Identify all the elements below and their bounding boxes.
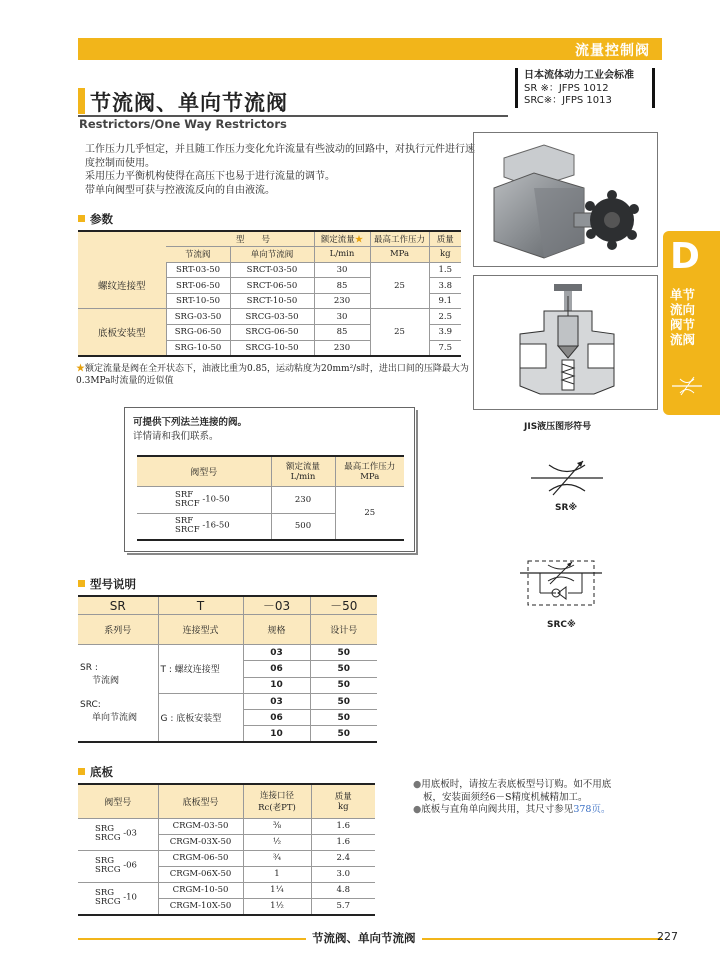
table-row: CRGM-03X-50 ½ 1.6 (78, 834, 375, 850)
src-symbol-icon (520, 557, 602, 609)
model-code-heading: 型号说明 (78, 576, 136, 592)
table-row: SRF SRCF -16-50 500 (137, 513, 404, 540)
section-tab-text: 单节流向阀节流阀 (670, 287, 696, 347)
rated-flow-note: ★额定流量是阀在全开状态下，油液比重为0.85，运动粘度为20mm²/s时，进出口间的压降最大为0.3MPa时流量的近似值 (76, 364, 469, 386)
col-mass: 质量 (429, 231, 461, 247)
params-table (78, 230, 461, 357)
flange-heading: 可提供下列法兰连接的阀。 (133, 417, 248, 428)
page-subtitle: Restrictors/One Way Restrictors (79, 117, 287, 131)
col-model: 阀型号 (137, 456, 271, 486)
table-row: CRGM-10X-50 1½ 5.7 (78, 898, 375, 914)
header-band (78, 38, 662, 60)
table-row: 螺纹连接型 SRT-03-50 SRCT-03-50 30 25 1.5 (78, 262, 461, 278)
col-oneway: 单向节流阀 (230, 247, 314, 263)
valve-photo-icon (474, 133, 659, 268)
table-row: SRG-10-50 SRCG-10-50 230 7.5 (78, 340, 461, 356)
star-icon: ★ (76, 364, 86, 374)
table-row: SRG-06-50 SRCG-06-50 85 3.9 (78, 325, 461, 341)
table-row: SRF SRCF -10-50 230 25 (137, 486, 404, 513)
intro-text (85, 143, 475, 197)
table-row: CRGM-06X-50 1 3.0 (78, 866, 375, 882)
params-heading: 参数 (78, 211, 113, 227)
intro-line-2: 采用压力平衡机构使得在高压下也易于进行流量的调节。 (85, 171, 335, 182)
flange-table: 阀型号 额定流量 L/min 最高工作压力 MPa SRF SRCF -10-50 230 25 SRF SRCF -16-50 500 (137, 455, 404, 541)
category-title: 流量控制阀 (575, 43, 650, 59)
footer-title: 节流阀、单向节流阀 (306, 930, 422, 946)
page-number: 227 (657, 930, 678, 943)
cross-section-drawing (473, 275, 658, 410)
col-pressure-unit: MPa (370, 247, 429, 263)
sr-symbol-icon (531, 455, 603, 500)
standard-line-1: 日本流体动力工业会标准 (524, 70, 634, 81)
col-mass-unit: kg (429, 247, 461, 263)
standard-line-3: SRC※：JFPS 1013 (524, 95, 612, 106)
product-photo (473, 132, 658, 267)
group-name: 底板安装型 (78, 309, 166, 356)
standard-box (515, 68, 655, 108)
page-title: 节流阀、单向节流阀 (90, 91, 288, 115)
table-row: SRG SRCG -03 CRGM-03-50 ³⁄₈ 1.6 (78, 818, 375, 834)
col-flow: 额定流量★ (314, 231, 370, 247)
table-row: SRT-10-50 SRCT-10-50 230 9.1 (78, 293, 461, 309)
table-row: SRG SRCG -10 CRGM-10-50 1¼ 4.8 (78, 882, 375, 898)
col-throttle: 节流阀 (166, 247, 230, 263)
intro-line-3: 带单向阀型可获与控液流反向的自由液流。 (85, 184, 275, 196)
flange-sub: 详情请和我们联系。 (133, 431, 219, 442)
cross-section-icon (474, 276, 659, 411)
throttle-symbol-icon (672, 375, 702, 397)
sr-symbol-label: SR※ (555, 503, 578, 513)
base-plate-table: 阀型号 底板型号 连接口径 Rc(老PT) 质量 kg SRG SRCG -03 CRGM-03-50 ³⁄₈ 1.6 CRGM-03X-50 ½ 1.6 SRG SRCG -06 CRGM-06-50 ¾ 2.4 CRGM-06X-50 1 3.0 SRG SRCG -10 CRGM-10-50 1¼ 4.8 CRGM-10X-50 1½ 5.7 (78, 783, 375, 916)
section-tab-letter: D (670, 236, 700, 277)
src-symbol-label: SRC※ (547, 620, 576, 630)
base-plate-notes: ●用底板时，请按左表底板型号订购。如不用底板，安装面须经6－S精度机械精加工。 ●底板与直角单向阀共用，其尺寸参见378页。 (413, 779, 612, 815)
col-pressure: 最高工作压力 (370, 231, 429, 247)
table-row: SRG SRCG -06 CRGM-06-50 ¾ 2.4 (78, 850, 375, 866)
intro-line-1: 工作压力几乎恒定，并且随工作压力变化允许流量有些波动的回路中，对执行元件进行速度控制而使用。 (85, 144, 475, 169)
title-accent-bar (78, 88, 85, 114)
table-row: 底板安装型 SRG-03-50 SRCG-03-50 30 25 2.5 (78, 309, 461, 325)
group-name: 螺纹连接型 (78, 262, 166, 309)
model-code-table: SR T －03 －50 系列号 连接型式 规格 设计号 SR : 节流阀 SRC: 单向节流阀 T : 螺纹连接型 03 50 06 50 10 50 G : 底板安装型 03 50 06 50 10 50 (78, 595, 377, 743)
jis-symbol-heading: JIS液压图形符号 (524, 422, 592, 432)
col-model: 型 号 (166, 231, 314, 247)
page-ref-link[interactable]: 378页。 (573, 804, 611, 815)
base-plate-heading: 底板 (78, 764, 113, 780)
table-row: SRT-06-50 SRCT-06-50 85 3.8 (78, 278, 461, 294)
standard-line-2: SR ※：JFPS 1012 (524, 82, 609, 94)
col-flow-unit: L/min (314, 247, 370, 263)
